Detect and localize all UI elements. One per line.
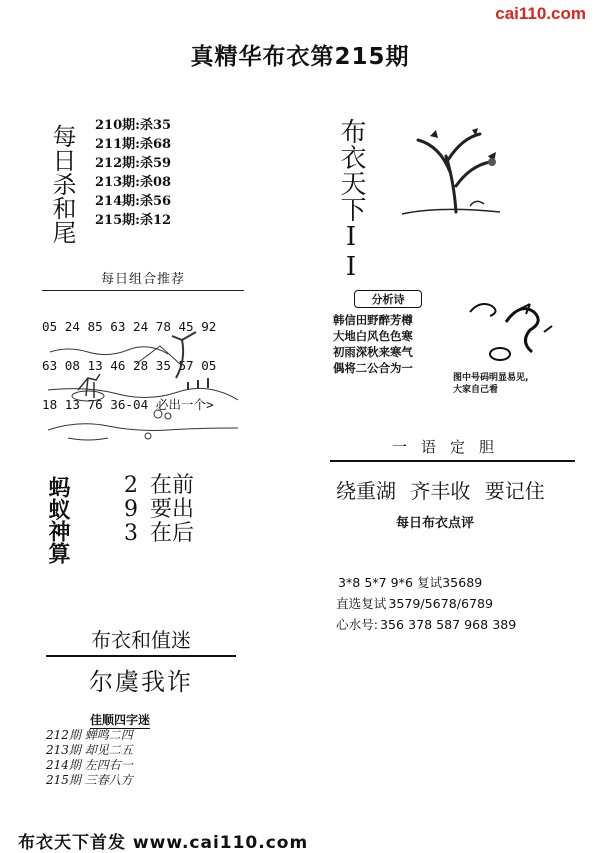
list-item — [46, 773, 133, 788]
kill-value: 杀59 — [139, 156, 172, 171]
kill-value: 杀68 — [139, 137, 172, 152]
kill-value: 杀08 — [139, 175, 172, 190]
daily-kill-heading: 每日杀和尾 — [48, 124, 76, 244]
daily-kill-list — [95, 116, 171, 230]
four-char-title: 佳顺四字迷 — [90, 713, 151, 727]
slogan-subtitle: 每日布衣点评 — [396, 516, 475, 531]
riddle-text: 三春八方 — [84, 773, 133, 787]
combo-line: 63 08 13 46 28 35 57 05 — [42, 358, 217, 373]
poem-box — [333, 290, 443, 376]
buyi-tianxia-heading: 布衣天下II — [336, 118, 366, 282]
number-picks — [336, 572, 516, 635]
riddle-text: 左四右一 — [84, 758, 133, 772]
list-item — [336, 614, 516, 635]
list-item: 214期:杀56 — [95, 194, 172, 209]
list-item — [46, 758, 133, 773]
issue-number: 213期 — [46, 743, 81, 757]
tree-illustration — [400, 126, 512, 218]
issue-number: 214期 — [46, 758, 81, 772]
pick-label: 心水号: — [336, 617, 379, 632]
ant-god-heading: 蚂蚁神算 — [45, 476, 70, 564]
list-item: 210期:杀35 — [95, 118, 172, 133]
kill-value: 杀56 — [139, 194, 172, 209]
sketch-figure — [460, 292, 558, 368]
poem-line: 初雨深秋来寒气 — [333, 345, 413, 359]
site-watermark: cai110.com — [495, 4, 586, 23]
list-item — [124, 522, 194, 546]
list-item — [46, 728, 133, 743]
list-item — [46, 743, 133, 758]
list-item: 212期:杀59 — [95, 156, 172, 171]
caption-line: 大家自己看 — [453, 385, 499, 395]
issue-number: 211期 — [95, 137, 136, 152]
pick-value: 3579/5678/6789 — [388, 596, 494, 611]
ant-god-picks — [124, 474, 194, 546]
poem-title: 分析诗 — [354, 290, 422, 308]
issue-number: 214期 — [95, 194, 136, 209]
list-item — [336, 572, 516, 593]
list-item: 213期:杀08 — [95, 175, 172, 190]
poem-line: 大地白风色色寒 — [333, 329, 413, 343]
issue-number: 210期 — [95, 118, 136, 133]
issue-number: 212期 — [95, 156, 136, 171]
poem-lines — [333, 312, 443, 376]
poem-line: 偶将二公合为一 — [333, 361, 413, 375]
pick-label: 直选复试 — [336, 596, 387, 611]
kill-value: 杀35 — [139, 118, 172, 133]
combo-line: 18 13 76 36-04 必出一个> — [42, 397, 214, 412]
pick-value: 3*8 5*7 9*6 复试35689 — [338, 575, 483, 590]
slogan: 绕重湖 齐丰收 要记住 — [336, 479, 545, 503]
footer-site: 布衣天下首发 www.cai110.com — [18, 833, 309, 853]
kill-value: 杀12 — [139, 213, 172, 228]
four-char-list — [46, 728, 133, 788]
riddle-answer: 尔虞我诈 — [89, 668, 193, 696]
issue-number: 212期 — [46, 728, 81, 742]
list-item: 215期:杀12 — [95, 213, 172, 228]
issue-number: 213期 — [95, 175, 136, 190]
daily-combo-title: 每日组合推荐 — [42, 268, 244, 291]
divider — [330, 460, 575, 462]
list-item: 211期:杀68 — [95, 137, 172, 152]
yiyu-title: 一语定胆 — [391, 438, 508, 456]
issue-number: 215期 — [46, 773, 81, 787]
list-item — [124, 474, 194, 498]
caption-line: 图中号码明显易见, — [453, 373, 529, 383]
riddle-text: 蝉鸣二四 — [84, 728, 133, 742]
landscape-illustration — [48, 330, 238, 445]
list-item — [336, 593, 516, 614]
pick-text: 要出 — [150, 497, 195, 522]
page-title: 真精华布衣第215期 — [190, 44, 410, 70]
pick-number: 2 — [124, 473, 138, 498]
issue-number: 215期 — [95, 213, 136, 228]
list-item — [124, 498, 194, 522]
combo-line: 05 24 85 63 24 78 45 92 — [42, 319, 217, 334]
pick-value: 356 378 587 968 389 — [380, 617, 517, 632]
pick-text: 在后 — [150, 521, 195, 546]
riddle-title: 布衣和值迷 — [46, 624, 236, 657]
poem-line: 韩信田野醉芳樽 — [333, 313, 413, 327]
pick-text: 在前 — [150, 473, 195, 498]
riddle-text: 却见二五 — [84, 743, 133, 757]
pick-number: 3 — [124, 521, 138, 546]
figure-caption — [453, 372, 593, 396]
pick-number: 9 — [124, 497, 138, 522]
